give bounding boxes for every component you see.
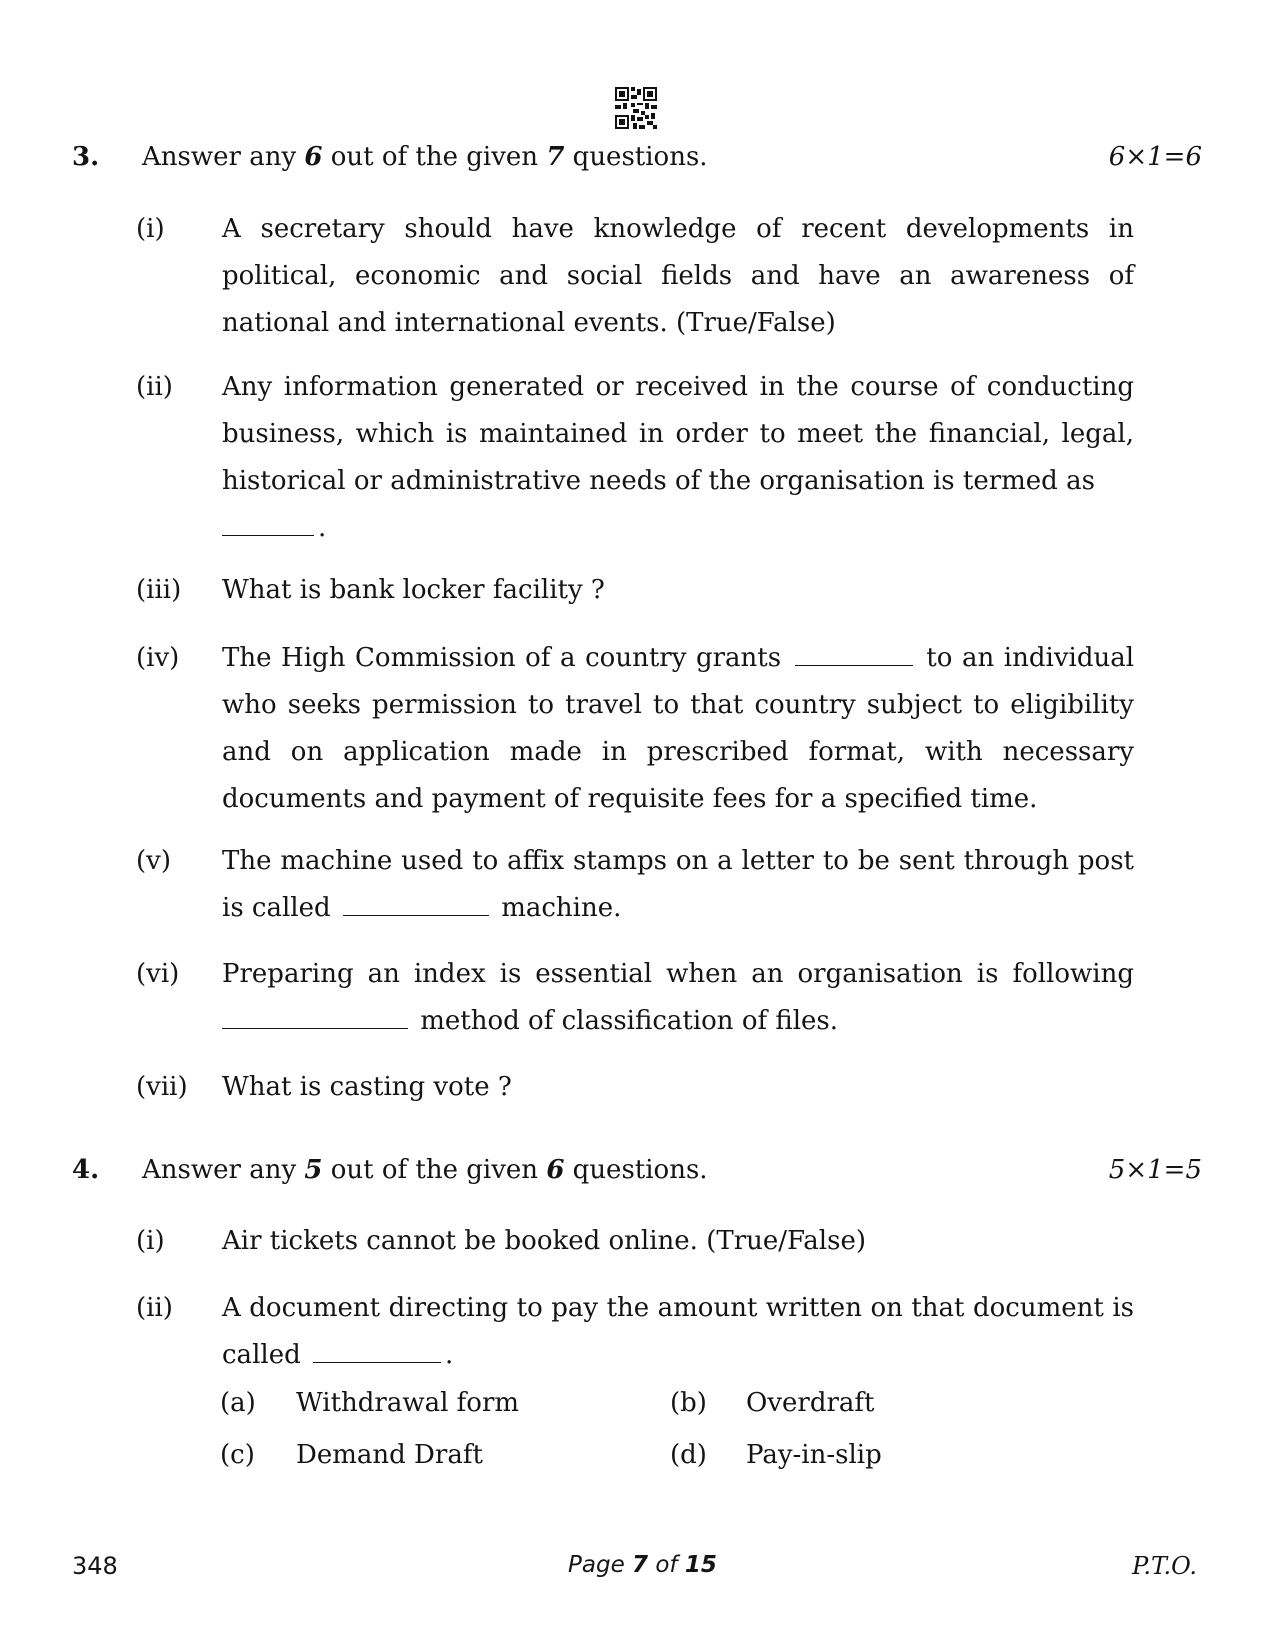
marks-allocation: 5×1=5 xyxy=(1108,1155,1202,1185)
sub-question-text: What is bank locker facility ? xyxy=(222,575,605,605)
sub-question xyxy=(136,838,1134,932)
question-instruction: Answer any 6 out of the given 7 questions. xyxy=(142,142,708,172)
question-number: 4. xyxy=(72,1155,100,1185)
answer-blank xyxy=(313,1361,441,1363)
option-c xyxy=(220,1440,483,1470)
marks-allocation: 6×1=6 xyxy=(1108,142,1202,172)
sub-question xyxy=(136,1285,1134,1379)
sub-question xyxy=(136,951,1134,1045)
sub-question xyxy=(136,1218,1134,1265)
sub-question-text: Any information generated or received in the course of conducting business, which is maintained in order to meet the financial, legal, historical or administrative needs of the organisation is termed as . xyxy=(222,372,1134,543)
sub-question-text: Preparing an index is essential when an organisation is following method of classification of files. xyxy=(222,959,1134,1036)
option-text: Withdrawal form xyxy=(296,1388,520,1418)
sub-question-number: (i) xyxy=(136,214,165,244)
answer-blank xyxy=(222,1027,408,1029)
option-text: Pay-in-slip xyxy=(746,1440,882,1470)
sub-question xyxy=(136,364,1134,552)
paper-code: 348 xyxy=(72,1552,118,1580)
sub-question-number: (ii) xyxy=(136,1293,173,1323)
option-label: (b) xyxy=(670,1388,707,1418)
sub-question-number: (vi) xyxy=(136,959,180,989)
option-b xyxy=(670,1388,874,1418)
sub-question-text: The machine used to affix stamps on a letter to be sent through post is called machine. xyxy=(222,846,1134,923)
option-label: (c) xyxy=(220,1440,255,1470)
answer-blank xyxy=(222,534,314,536)
please-turn-over: P.T.O. xyxy=(1132,1552,1197,1580)
sub-question-number: (v) xyxy=(136,846,171,876)
sub-question-number: (iii) xyxy=(136,575,182,605)
question-number: 3. xyxy=(72,142,100,172)
sub-question xyxy=(136,567,1134,614)
sub-question-text: A secretary should have knowledge of recent developments in political, economic and social fields and have an awareness of national and international events. (True/False) xyxy=(222,214,1134,338)
sub-question xyxy=(136,1064,1134,1111)
option-label: (d) xyxy=(670,1440,707,1470)
option-text: Overdraft xyxy=(746,1388,875,1418)
sub-question xyxy=(136,206,1134,347)
option-label: (a) xyxy=(220,1388,256,1418)
option-a xyxy=(220,1388,519,1418)
question-3-header xyxy=(72,142,1202,182)
option-d xyxy=(670,1440,882,1470)
question-instruction: Answer any 5 out of the given 6 questions. xyxy=(142,1155,708,1185)
page-indicator: Page 7 of 15 xyxy=(568,1552,717,1578)
sub-question-text: A document directing to pay the amount written on that document is called . xyxy=(222,1293,1134,1370)
sub-question-number: (vii) xyxy=(136,1072,188,1102)
question-4-header xyxy=(72,1155,1202,1195)
sub-question-number: (ii) xyxy=(136,372,173,402)
qr-code xyxy=(615,87,657,129)
answer-blank xyxy=(343,914,489,916)
sub-question-number: (i) xyxy=(136,1226,165,1256)
sub-question-text: What is casting vote ? xyxy=(222,1072,512,1102)
sub-question-text: The High Commission of a country grants to an individual who seeks permission to travel to that country subject to eligibility and on application made in prescribed format, with necessary documents and payment of requisite fees for a specified time. xyxy=(222,643,1135,814)
sub-question xyxy=(136,635,1134,823)
answer-blank xyxy=(795,664,913,666)
option-text: Demand Draft xyxy=(296,1440,483,1470)
sub-question-number: (iv) xyxy=(136,643,180,673)
sub-question-text: Air tickets cannot be booked online. (True/False) xyxy=(222,1226,866,1256)
